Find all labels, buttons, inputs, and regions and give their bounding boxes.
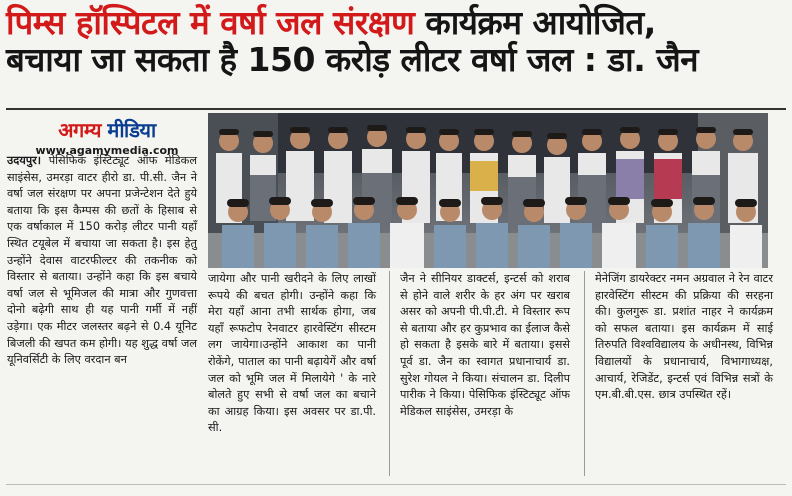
column-divider bbox=[389, 271, 390, 476]
logo-wordmark: अगम्य मीडिया bbox=[58, 118, 156, 142]
article-column-1 bbox=[7, 153, 197, 369]
group-photo-illustration bbox=[208, 113, 768, 268]
headline bbox=[6, 3, 786, 79]
headline-black-part: कार्यक्रम आयोजित, bbox=[414, 3, 656, 42]
article-column-2: जायेगा और पानी खरीदने के लिए लाखों रूपये की बचत होगी। उन्होंने कहा कि मेरा यहाँ आना तभी सार्थक होगा, जब यहाँ रूफटोप रेनवाटर हारवेस्टिंग सीस्टम लग जायेगा।उन्होंने आकाश का पानी रोकेंगे, पाताल का पानी बढ़ायेगें और वर्षा जल को भूमि जल में मिलायेगे ' के नारे बोलते हुए सभी से वर्षा जल का बचाने का आग्रह किया। इस अवसर पर डा.पी. सी. bbox=[208, 272, 376, 435]
headline-divider bbox=[6, 108, 786, 110]
headline-line-2: बचाया जा सकता है 150 करोड़ लीटर वर्षा जल : डा. जैन bbox=[6, 40, 699, 79]
headline-red-part: पिम्स हॉस्पिटल में वर्षा जल संरक्षण bbox=[6, 3, 415, 42]
agamy-media-logo bbox=[22, 116, 192, 157]
dateline: उदयपुर। bbox=[7, 154, 42, 167]
article-column-4: मेनेजिंग डायरेक्टर नमन अग्रवाल ने रेन वाटर हारवेस्टिंग सीस्टम की प्रक्रिया की सरहना की। कुलगुरू डा. प्रशांत नाहर ने कार्यक्रम को सफल बताया। इस कार्यक्रम में साई तिरुपति विश्वविद्यालय के अधीनस्थ, विभिन्न विद्यालयों के प्रधानाचार्य, विभागाध्यक्ष, आचार्य, रेजिडेंट, इन्टर्स एवं विभिन्न सत्रों के एम.बी.बी.एस. छात्र उपस्थित रहें। bbox=[595, 272, 773, 402]
column-divider bbox=[584, 271, 585, 476]
article-column-3: जैन ने सीनियर डाक्टर्स, इन्टर्स को शराब से होने वाले शरीर के हर अंग पर खराब असर को अपनी पी.पी.टी. मे विस्तार रूप से बताया और हर कुप्रभाव का ईलाज कैसे हो सकता है इसके बारे में बताया। इससे पूर्व डा. जैन का स्वागत प्रधानाचार्य डा. सुरेश गोयल ने किया। संचालन डा. दिलीप पारीक ने किया। पेसिफिक इंस्टिट्यूट ऑफ मेडिकल साइंसेस, उमरड़ा के bbox=[400, 272, 570, 418]
column-1-text: पेसिफिक इंस्टिट्यूट ऑफ मेडिकल साइंसेस, उमरड़ा वाटर हीरो डा. पी.सी. जैन ने वर्षा जल संरक्षण पर अपना प्रजेन्टेशन देते हुये बताया कि इस कैम्पस की छतों के हिसाब से एक वर्षाकाल में 150 करोड़ लीटर पानी यहाँ स्थित टयूबेल में बचाया जा सकता है। इस हेतु उन्होंने देवास वाटरफील्टर की तकनीक को विस्तार से बताया। उन्होंने कहा कि इस बचाये वर्षा जल से भूमिजल की मात्रा और गुणवत्ता दोनो बढ़ेगी साथ ही यह पानी गर्मी में नहीं उड़ेगा। एक मीटर जलस्तर बढ़ने से 0.4 यूनिट बिजली की खपत कम होगी। यह शुद्ध वर्षा जल यूनिवर्सिटी के लिए वरदान बन bbox=[7, 154, 197, 367]
headline-line-1 bbox=[6, 3, 786, 42]
logo-url: www.agamymedia.com bbox=[35, 144, 179, 157]
group-photo bbox=[208, 113, 768, 268]
bottom-divider bbox=[6, 484, 786, 485]
